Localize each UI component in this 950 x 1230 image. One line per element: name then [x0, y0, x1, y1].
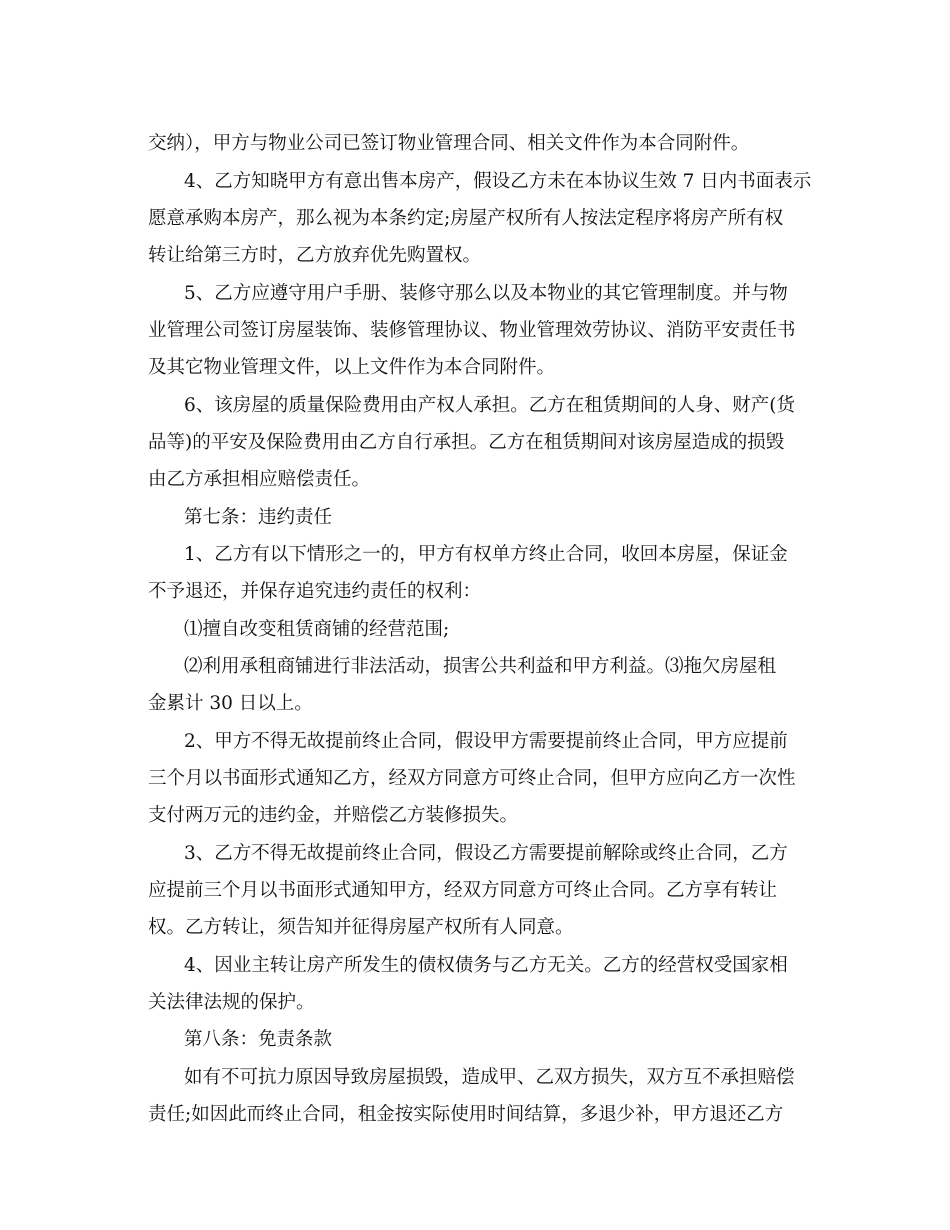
text-line: 金累计 30 日以上。 [148, 693, 313, 714]
text-line: 责任;如因此而终止合同，租金按实际使用时间结算，多退少补，甲方退还乙方 [148, 1104, 784, 1125]
text-line: 三个月以书面形式通知乙方，经双方同意方可终止合同，但甲方应向乙方一次性 [148, 768, 796, 789]
force-majeure-line: 如有不可抗力原因导致房屋损毁，造成甲、乙双方损失，双方互不承担赔偿 [184, 1067, 795, 1088]
text-line: 业管理公司签订房屋装饰、装修管理协议、物业管理效劳协议、消防平安责任书 [148, 320, 796, 341]
text-line: 不予退还，并保存追究违约责任的权利： [148, 581, 482, 602]
section-heading-article-7: 第七条：违约责任 [184, 507, 333, 528]
text-line: 应提前三个月以书面形式通知甲方，经双方同意方可终止合同。乙方享有转让 [148, 880, 778, 901]
text-line: 关法律法规的保护。 [148, 992, 315, 1013]
text-line: 交纳），甲方与物业公司已签订物业管理合同、相关文件作为本合同附件。 [148, 133, 750, 154]
clause-4-line: 4、乙方知晓甲方有意出售本房产，假设乙方未在本协议生效 7 日内书面表示 [184, 171, 812, 192]
section-heading-article-8: 第八条：免责条款 [184, 1029, 333, 1050]
text-line: 转让给第三方时，乙方放弃优先购置权。 [148, 245, 482, 266]
clause-5-line: 5、乙方应遵守用户手册、装修守那么以及本物业的其它管理制度。并与物 [184, 283, 788, 304]
sub-item-1-line: ⑴擅自改变租赁商铺的经营范围; [184, 619, 450, 640]
clause-1-line: 1、乙方有以下情形之一的，甲方有权单方终止合同，收回本房屋，保证金 [184, 544, 788, 565]
text-line: 权。乙方转让，须告知并征得房屋产权所有人同意。 [148, 917, 574, 938]
text-line: 及其它物业管理文件，以上文件作为本合同附件。 [148, 357, 556, 378]
sub-item-2-line: ⑵利用承租商铺进行非法活动，损害公共利益和甲方利益。⑶拖欠房屋租 [184, 656, 777, 677]
clause-3-line: 3、乙方不得无故提前终止合同，假设乙方需要提前解除或终止合同，乙方 [184, 843, 788, 864]
text-line: 愿意承购本房产，那么视为本条约定;房屋产权所有人按法定程序将房产所有权 [148, 208, 784, 229]
text-line: 支付两万元的违约金，并赔偿乙方装修损失。 [148, 805, 519, 826]
text-line: 品等)的平安及保险费用由乙方自行承担。乙方在租赁期间对该房屋造成的损毁 [148, 432, 785, 453]
clause-2-line: 2、甲方不得无故提前终止合同，假设甲方需要提前终止合同，甲方应提前 [184, 731, 788, 752]
text-line: 由乙方承担相应赔偿责任。 [148, 469, 371, 490]
clause-6-line: 6、该房屋的质量保险费用由产权人承担。乙方在租赁期间的人身、财产(货 [184, 395, 795, 416]
clause-4b-line: 4、因业主转让房产所发生的债权债务与乙方无关。乙方的经营权受国家相 [184, 955, 788, 976]
